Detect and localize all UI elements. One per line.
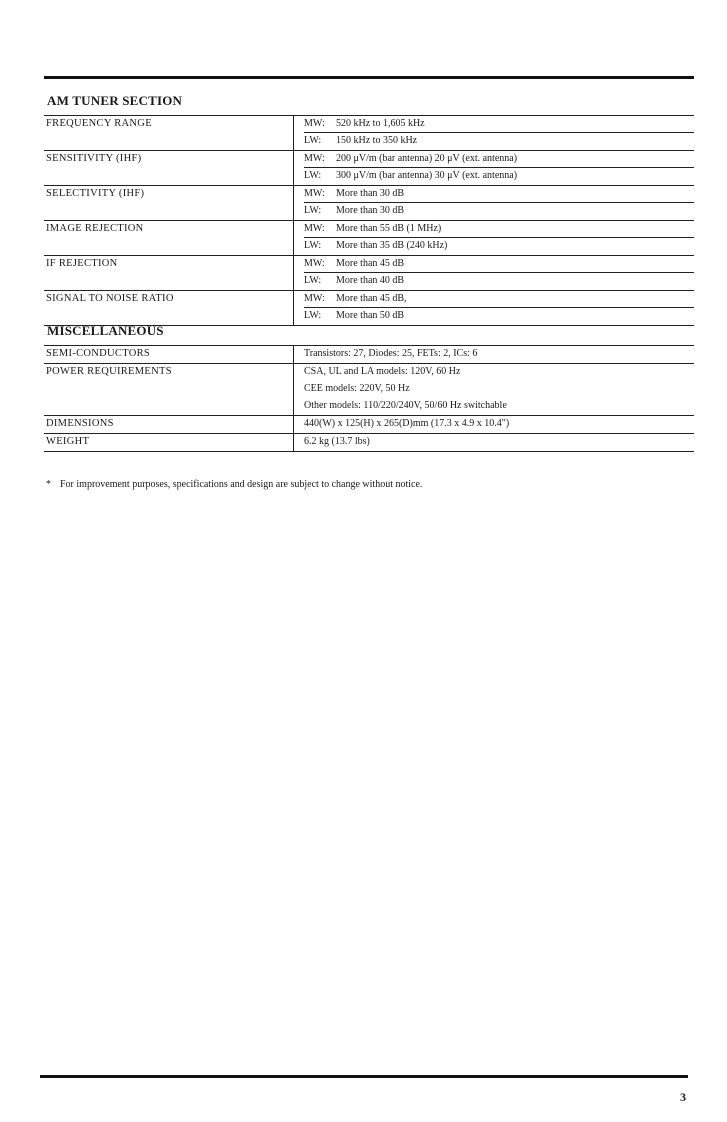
- spec-value: More than 30 dB: [336, 205, 405, 216]
- band-label: MW:: [304, 188, 325, 199]
- spec-value: 520 kHz to 1,605 kHz: [336, 118, 425, 129]
- spec-row-signal-to-noise: [44, 290, 694, 326]
- spec-value: 300 μV/m (bar antenna) 30 μV (ext. antenna): [336, 170, 518, 181]
- spec-value: CEE models: 220V, 50 Hz: [304, 383, 410, 394]
- top-rule: [44, 76, 694, 79]
- spec-value: 6.2 kg (13.7 lbs): [304, 436, 370, 447]
- am-spec-table: [44, 115, 694, 326]
- spec-label: SENSITIVITY (IHF): [46, 153, 142, 164]
- band-label: MW:: [304, 293, 325, 304]
- spec-label: POWER REQUIREMENTS: [46, 366, 172, 377]
- spec-row-power-requirements: [44, 363, 694, 415]
- band-label: MW:: [304, 223, 325, 234]
- spec-value: More than 50 dB: [336, 310, 405, 321]
- band-label: LW:: [304, 205, 322, 216]
- spec-value: Other models: 110/220/240V, 50/60 Hz switchable: [304, 400, 507, 411]
- spec-label: IMAGE REJECTION: [46, 223, 144, 234]
- bottom-rule: [40, 1075, 688, 1078]
- spec-value: 200 μV/m (bar antenna) 20 μV (ext. antenna): [336, 153, 518, 164]
- band-label: MW:: [304, 153, 325, 164]
- spec-label: IF REJECTION: [46, 258, 118, 269]
- spec-label: SEMI-CONDUCTORS: [46, 348, 151, 359]
- spec-label: SELECTIVITY (IHF): [46, 188, 145, 199]
- spec-value: More than 35 dB (240 kHz): [336, 240, 448, 251]
- spec-value: More than 30 dB: [336, 188, 405, 199]
- spec-row-image-rejection: [44, 220, 694, 255]
- spec-row-dimensions: [44, 415, 694, 433]
- spec-value: Transistors: 27, Diodes: 25, FETs: 2, ICs: 6: [304, 348, 478, 359]
- band-label: MW:: [304, 118, 325, 129]
- page-number: 3: [680, 1090, 686, 1104]
- band-label: LW:: [304, 310, 322, 321]
- am-section-title: AM TUNER SECTION: [47, 93, 183, 108]
- spec-label: WEIGHT: [46, 436, 90, 447]
- spec-value: More than 55 dB (1 MHz): [336, 223, 442, 234]
- band-label: LW:: [304, 170, 322, 181]
- spec-label: DIMENSIONS: [46, 418, 114, 429]
- spec-value: More than 45 dB,: [336, 293, 407, 304]
- spec-value: CSA, UL and LA models: 120V, 60 Hz: [304, 366, 461, 377]
- spec-row-weight: [44, 433, 694, 452]
- band-label: MW:: [304, 258, 325, 269]
- spec-row-sensitivity: [44, 150, 694, 185]
- spec-value: 150 kHz to 350 kHz: [336, 135, 418, 146]
- band-label: LW:: [304, 275, 322, 286]
- spec-row-semiconductors: [44, 345, 694, 363]
- spec-value: More than 45 dB: [336, 258, 405, 269]
- footnote-marker: *: [46, 479, 51, 490]
- misc-spec-table: [44, 345, 694, 452]
- spec-label: FREQUENCY RANGE: [46, 118, 152, 129]
- band-label: LW:: [304, 135, 322, 146]
- footnote: [46, 479, 422, 490]
- misc-section-title: MISCELLANEOUS: [47, 323, 164, 338]
- spec-label: SIGNAL TO NOISE RATIO: [46, 293, 174, 304]
- spec-value: 440(W) x 125(H) x 265(D)mm (17.3 x 4.9 x 10.4"): [304, 418, 510, 429]
- spec-value: More than 40 dB: [336, 275, 405, 286]
- footnote-text: For improvement purposes, specifications and design are subject to change without notice.: [60, 479, 423, 490]
- spec-row-if-rejection: [44, 255, 694, 290]
- band-label: LW:: [304, 240, 322, 251]
- spec-row-selectivity: [44, 185, 694, 220]
- spec-row-frequency-range: [44, 115, 694, 150]
